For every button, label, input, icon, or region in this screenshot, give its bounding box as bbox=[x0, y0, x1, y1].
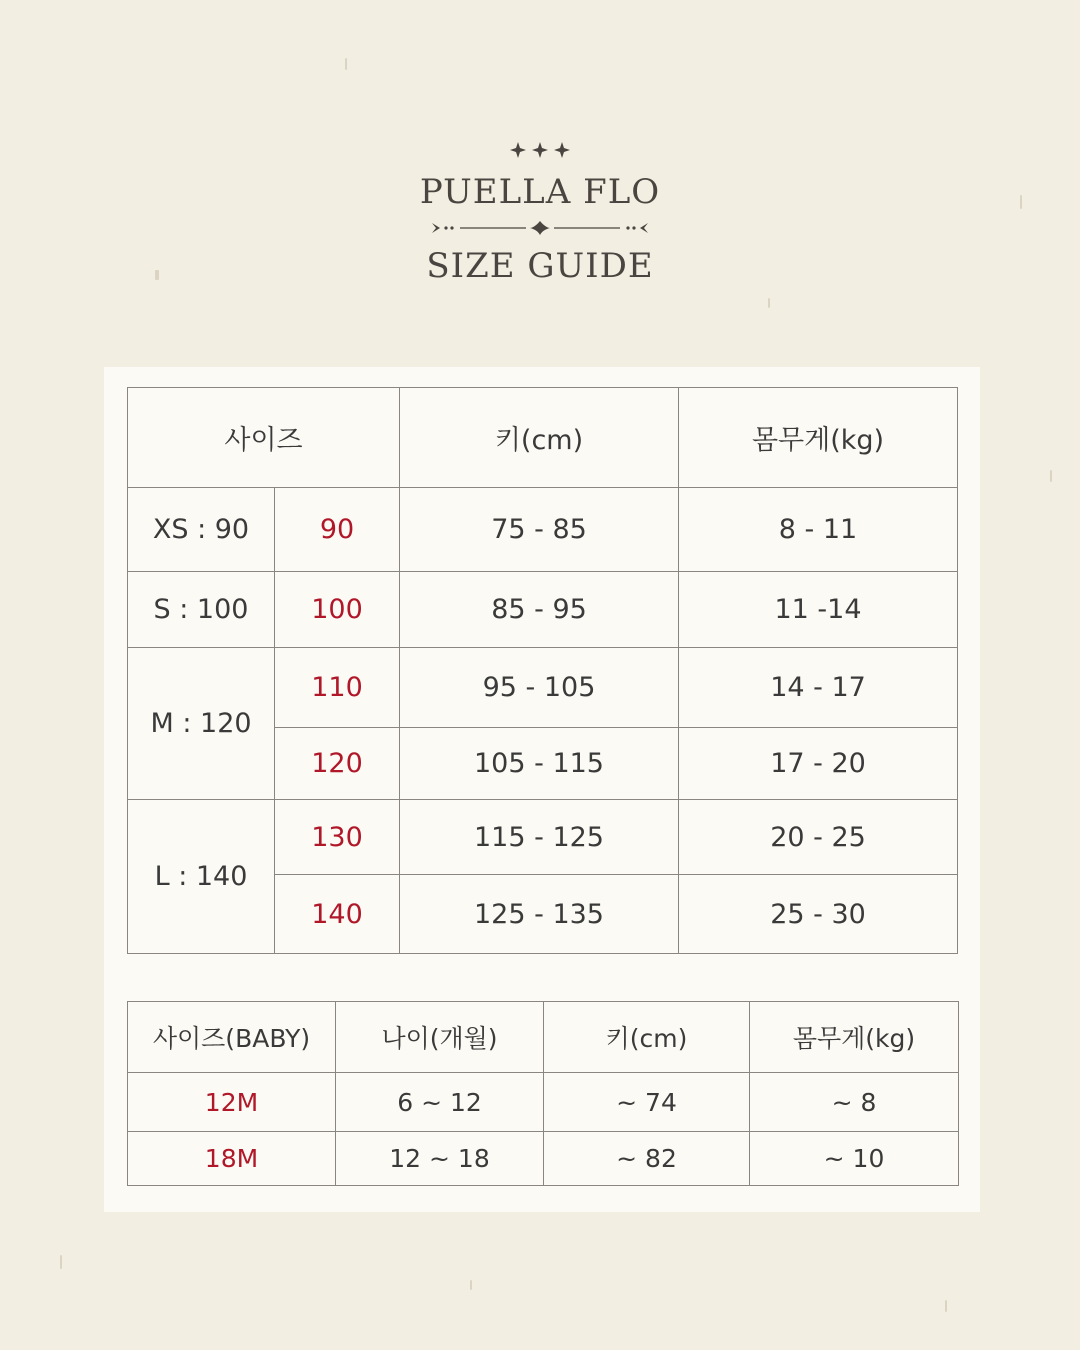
size-value: 110 bbox=[275, 648, 400, 728]
height-range: 75 - 85 bbox=[400, 488, 679, 572]
table-row bbox=[128, 648, 958, 728]
size-value: 90 bbox=[275, 488, 400, 572]
height-range: 105 - 115 bbox=[400, 728, 679, 800]
ornament-icon bbox=[508, 140, 572, 160]
baby-size-value: 18M bbox=[128, 1132, 336, 1186]
header-weight: 몸무게(kg) bbox=[750, 1002, 959, 1073]
size-group-label: XS : 90 bbox=[128, 488, 275, 572]
paper-texture-fleck bbox=[470, 1280, 472, 1290]
size-value: 120 bbox=[275, 728, 400, 800]
baby-size-value: 12M bbox=[128, 1073, 336, 1132]
height-range: 125 - 135 bbox=[400, 875, 679, 954]
table-header-row bbox=[128, 1002, 959, 1073]
paper-texture-fleck bbox=[1050, 470, 1052, 482]
header-size: 사이즈 bbox=[128, 388, 400, 488]
paper-texture-fleck bbox=[945, 1300, 947, 1312]
height-range: 115 - 125 bbox=[400, 800, 679, 875]
table-header-row bbox=[128, 388, 958, 488]
header-height: 키(cm) bbox=[400, 388, 679, 488]
paper-texture-fleck bbox=[768, 298, 770, 308]
size-group-label: S : 100 bbox=[128, 572, 275, 648]
weight-range: ~ 10 bbox=[750, 1132, 959, 1186]
paper-texture-fleck bbox=[60, 1255, 62, 1269]
table-row bbox=[128, 1132, 959, 1186]
weight-range: ~ 8 bbox=[750, 1073, 959, 1132]
weight-range: 17 - 20 bbox=[679, 728, 958, 800]
weight-range: 25 - 30 bbox=[679, 875, 958, 954]
height-range: ~ 74 bbox=[544, 1073, 750, 1132]
weight-range: 8 - 11 bbox=[679, 488, 958, 572]
table-row bbox=[128, 572, 958, 648]
height-range: ~ 82 bbox=[544, 1132, 750, 1186]
size-value: 100 bbox=[275, 572, 400, 648]
size-value: 130 bbox=[275, 800, 400, 875]
baby-size-table bbox=[127, 1001, 959, 1186]
height-range: 85 - 95 bbox=[400, 572, 679, 648]
age-range: 12 ~ 18 bbox=[336, 1132, 544, 1186]
header-age: 나이(개월) bbox=[336, 1002, 544, 1073]
size-group-label: L : 140 bbox=[128, 800, 275, 954]
age-range: 6 ~ 12 bbox=[336, 1073, 544, 1132]
page-title: SIZE GUIDE bbox=[426, 246, 654, 286]
size-table bbox=[127, 387, 958, 954]
height-range: 95 - 105 bbox=[400, 648, 679, 728]
table-row bbox=[128, 800, 958, 875]
size-group-label: M : 120 bbox=[128, 648, 275, 800]
table-row bbox=[128, 488, 958, 572]
size-guide-panel bbox=[104, 367, 980, 1212]
header-baby-size: 사이즈(BABY) bbox=[128, 1002, 336, 1073]
flourish-divider-icon bbox=[430, 220, 650, 236]
header-height: 키(cm) bbox=[544, 1002, 750, 1073]
page-header bbox=[0, 140, 1080, 286]
brand-name: PUELLA FLO bbox=[419, 172, 661, 212]
table-row bbox=[128, 1073, 959, 1132]
size-value: 140 bbox=[275, 875, 400, 954]
weight-range: 11 -14 bbox=[679, 572, 958, 648]
weight-range: 20 - 25 bbox=[679, 800, 958, 875]
header-weight: 몸무게(kg) bbox=[679, 388, 958, 488]
weight-range: 14 - 17 bbox=[679, 648, 958, 728]
paper-texture-fleck bbox=[345, 58, 347, 70]
